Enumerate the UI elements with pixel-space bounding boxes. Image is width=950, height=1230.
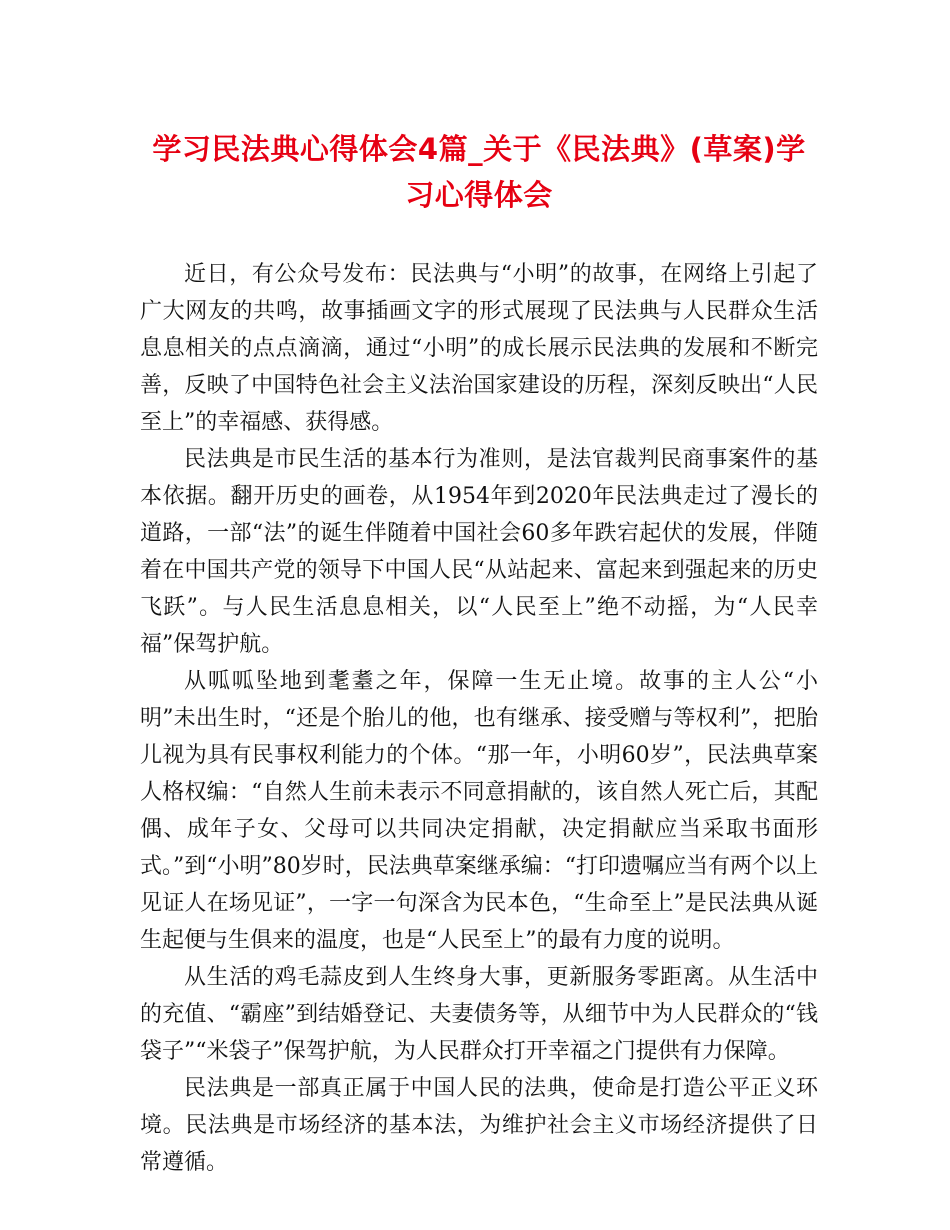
paragraph-5: 民法典是一部真正属于中国人民的法典，使命是打造公平正义环境。民法典是市场经济的基本法，为维护社会主义市场经济提供了日常遵循。 xyxy=(140,1076,818,1175)
paragraph-1: 近日，有公众号发布：民法典与“小明”的故事，在网络上引起了广大网友的共鸣，故事插画文字的形式展现了民法典与人民群众生活息息相关的点点滴滴，通过“小明”的成长展示民法典的发展和不断完善，反映了中国特色社会主义法治国家建设的历程，深刻反映出“人民至上”的幸福感、获得感。 xyxy=(140,262,818,435)
paragraph-3: 从呱呱坠地到耄耋之年，保障一生无止境。故事的主人公“小明”未出生时，“还是个胎儿的他，也有继承、接受赠与等权利”，把胎儿视为具有民事权利能力的个体。“那一年，小明60岁”，民法典草案人格权编：“自然人生前未表示不同意捐献的，该自然人死亡后，其配偶、成年子女、父母可以共同决定捐献，决定捐献应当采取书面形式。”到“小明”80岁时，民法典草案继承编：“打印遗嘱应当有两个以上见证人在场见证”，一字一句深含为民本色，“生命至上”是民法典从诞生起便与生俱来的温度，也是“人民至上”的最有力度的说明。 xyxy=(140,669,818,953)
paragraph-4: 从生活的鸡毛蒜皮到人生终身大事，更新服务零距离。从生活中的充值、“霸座”到结婚登记、夫妻债务等，从细节中为人民群众的“钱袋子”“米袋子”保驾护航，为人民群众打开幸福之门提供有力保障。 xyxy=(140,965,818,1064)
document-body xyxy=(140,256,818,1181)
paragraph-2: 民法典是市民生活的基本行为准则，是法官裁判民商事案件的基本依据。翻开历史的画卷，从1954年到2020年民法典走过了漫长的道路，一部“法”的诞生伴随着中国社会60多年跌宕起伏的发展，伴随着在中国共产党的领导下中国人民“从站起来、富起来到强起来的历史飞跃”。与人民生活息息相关，以“人民至上”绝不动摇，为“人民幸福”保驾护航。 xyxy=(140,447,818,657)
document-title: 学习民法典心得体会4篇_关于《民法典》(草案)学习心得体会 xyxy=(152,132,806,212)
